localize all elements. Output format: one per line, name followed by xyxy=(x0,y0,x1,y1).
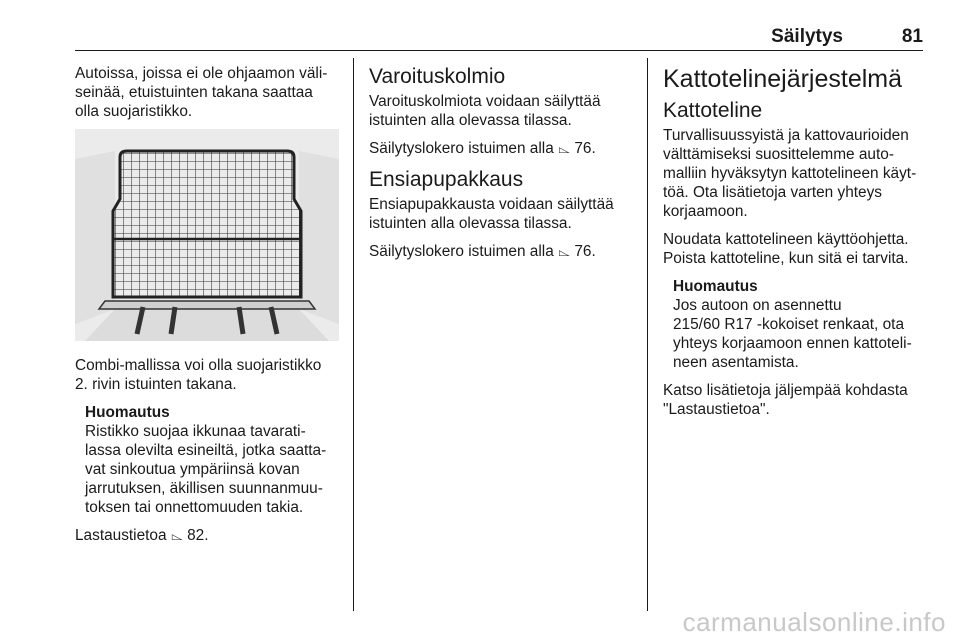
cross-reference-link[interactable]: Säilytyslokero istuimen alla ⌳ 76. xyxy=(369,243,596,260)
note-title: Huomautus xyxy=(85,404,170,421)
watermark: carmanualsonline.info xyxy=(682,607,946,637)
page-number: 81 xyxy=(901,26,923,47)
note-box: Huomautus Jos autoon on asennettu 215/60 R17 -kokoiset renkaat, ota yhteys korjaamoon ennen kattoteli- neen asentamista. xyxy=(673,277,933,372)
cross-reference-link[interactable]: Säilytyslokero istuimen alla ⌳ 76. xyxy=(369,140,596,157)
paragraph: Turvallisuussyistä ja kattovaurioiden välttämiseksi suosittelemme auto- malliin hyväksytyn kattotelineen käyt- töä. Ota lisätietoja varten yhteys korjaamoon. xyxy=(663,127,917,220)
heading-kattoteline: Kattoteline xyxy=(663,99,763,122)
column-1 xyxy=(75,64,345,130)
note-title: Huomautus xyxy=(673,278,758,295)
section-title: Säilytys xyxy=(771,26,843,47)
cargo-grille-image xyxy=(75,129,339,341)
paragraph: Varoituskolmiota voidaan säilyttää istuinten alla olevassa tilassa. xyxy=(369,93,601,129)
intro-paragraph: Autoissa, joissa ei ole ohjaamon väli- seinää, etuistuinten takana saattaa olla suojaristikko. xyxy=(75,65,328,120)
paragraph: Ensiapupakkausta voidaan säilyttää istuinten alla olevassa tilassa. xyxy=(369,196,614,232)
column-1-lower xyxy=(75,356,345,554)
combi-paragraph: Combi-mallissa voi olla suojaristikko 2. rivin istuinten takana. xyxy=(75,357,322,393)
column-divider xyxy=(353,58,354,611)
paragraph: Katso lisätietoja jäljempää kohdasta "Lastaustietoa". xyxy=(663,382,908,418)
column-divider xyxy=(647,58,648,611)
heading-kattotelinejarjestelma: Kattotelinejärjestelmä xyxy=(663,65,903,93)
heading-ensiapupakkaus: Ensiapupakkaus xyxy=(369,168,524,191)
note-box: Huomautus Ristikko suojaa ikkunaa tavarati- lassa olevilta esineiltä, jotka saatta- vat sinkoutua ympäriinsä kovan jarrutuksen, äkillisen suunnanmuu- toksen tai onnettomuuden takia. xyxy=(85,403,345,517)
paragraph: Noudata kattotelineen käyttöohjetta. Poista kattoteline, kun sitä ei tarvita. xyxy=(663,231,909,267)
column-3 xyxy=(663,64,933,428)
heading-varoituskolmio: Varoituskolmio xyxy=(369,65,506,88)
page-header xyxy=(75,26,923,51)
column-2 xyxy=(369,64,639,270)
cargo-net-illustration xyxy=(75,129,339,341)
cross-reference-link[interactable]: Lastaustietoa ⌳ 82. xyxy=(75,527,209,544)
